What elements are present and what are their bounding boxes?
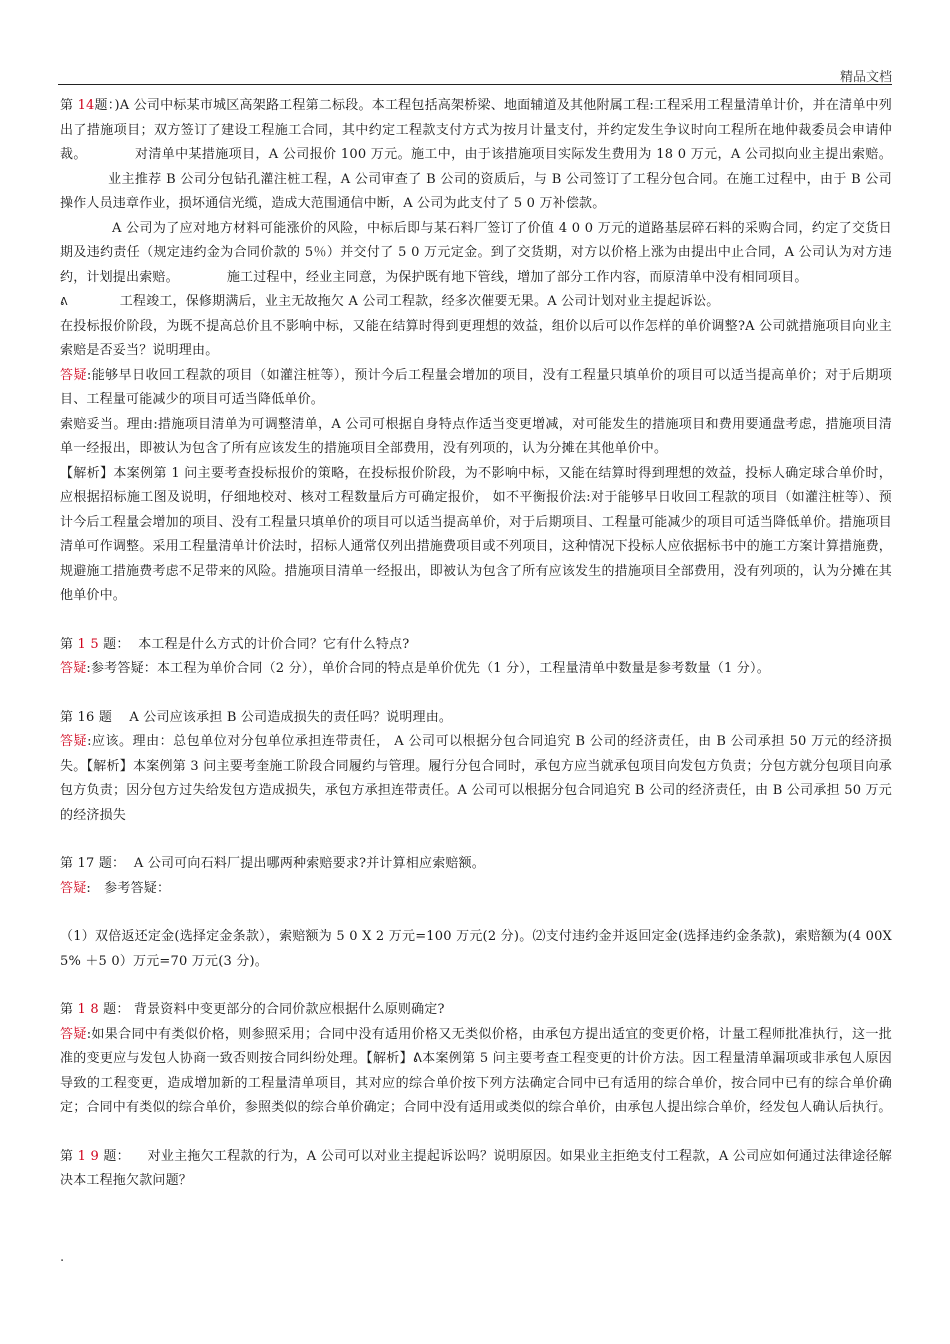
q14-background-2b: 施工过程中，经业主同意，为保护既有地下管线，增加了部分工作内容，而原清单中没有相同项目。 [226,269,808,285]
q16-question [60,706,892,731]
q18-question [60,998,892,1023]
q19-num-suffix: 题： [99,1148,130,1164]
document-body [60,94,892,1194]
q18-num-prefix: 第 [60,1002,78,1017]
q17-answer-intro-text: : 参考答疑： [86,880,171,896]
q16-answer [60,730,892,828]
q16-answer-label: 答疑 [60,734,88,749]
q16-number: 16 [77,709,95,725]
q15-answer [60,657,892,682]
q19-number: 1 9 [77,1148,100,1164]
q17-num-suffix: 题： [94,856,126,871]
q15-number: 1 5 [77,636,99,652]
q14-background-3: 工程竣工，保修期满后，业主无故拖欠 A 公司工程款，经多次催要无果。A 公司计划对业主提起诉讼。 [119,294,720,309]
q14-paragraph-2 [60,217,892,291]
q14-answer-1 [60,364,892,413]
q16-num-prefix: 第 [60,709,78,725]
q14-background-2: A 公司为了应对地方材料可能涨价的风险，中标后即与某石料厂签订了价值 4 0 0 万元的道路基层碎石料的采购合同，约定了交货日期及违约责任（规定违约金为合同价款的 5％）并交付了 5 0 万元定金。到了交货期，对方以价格上涨为由提出中止合同，A 公司认为对方违约，计划提出索赔。 [60,220,892,285]
q18-answer [60,1023,892,1121]
q14-answer-2: 索赔妥当。理由:措施项目清单为可调整清单，A 公司可根据自身特点作适当变更增减，对可能发生的措施项目和费用要通盘考虑，措施项目清单一经报出，即被认为包含了所有应该发生的措施项目全部费用，没有列项的，认为分摊在其他单价中。 [60,416,892,456]
q15-question [60,633,892,658]
q14-paragraph-3 [60,290,892,315]
q14-mark-symbol: ᕕ [60,295,68,308]
q14-num-prefix: 第 [60,98,78,113]
q14-answer-label: 答疑 [60,367,87,383]
q17-num-prefix: 第 [60,856,78,871]
q14-number: 14 [77,98,95,113]
q17-answer-label: 答疑 [60,880,87,896]
q17-answer-intro [60,877,892,902]
q14-background-1c: 业主推荐 B 公司分包钻孔灌注桩工程，A 公司审查了 B 公司的资质后，与 B 公司签订了工程分包合同。在施工过程中，由于 B 公司操作人员违章作业，损坏通信光缆，造成大范围通信中断，A 公司为此支付了 5 0 万补偿款。 [60,171,892,211]
footer-mark: . [60,1250,65,1265]
q14-paragraph-1 [60,94,892,217]
q18-num-suffix: 题： [98,1002,130,1017]
q14-answer-1-text: :能够早日收回工程款的项目（如灌注桩等），预计今后工程量会增加的项目，没有工程量只填单价的项目可以适当提高单价；对于后期项目、工程量可能减少的项目可适当降低单价。 [60,367,892,407]
q18-answer-label: 答疑 [60,1026,87,1042]
q16-num-suffix: 题 [94,709,113,725]
q18-number: 1 8 [77,1002,99,1017]
q17-question [60,852,892,877]
header-label: 精品文档 [839,70,892,85]
q14-background-1b: 对清单中某措施项目，A 公司报价 100 万元。施工中，由于该措施项目实际发生费用为 18 0 万元，A 公司拟向业主提出索赔。 [134,147,892,162]
q17-answer: （1）双倍返还定金(选择定金条款），索赔额为 5 0 X 2 万元=100 万元(2 分)。⑵支付违约金并返回定金(选择违约金条款)，索赔额为(4 00X 5% ＋5 0）万元=70 万元(3 分)。 [60,929,892,969]
q16-answer-text: :应该。理由：总包单位对分包单位承担连带责任， A 公司可以根据分包合同追究 B 公司的经济责任，由 B 公司承担 50 万元的经济损失。【解析】本案例第 3 问主要考奎施工阶段合同履约与管理。履行分包合同时，承包方应当就承包项目向发包方负责；分包方就分包项目向承包方负责；因分包方过失给发包方造成损失，承包方承担连带责任。A 公司可以根据分包合同追究 B 公司的经济责任，由 B 公司承担 50 万元的经济损失 [60,734,892,823]
q14-background-1: )A 公司中标某市城区高架路工程第二标段。本工程包括高架桥梁、地面辅道及其他附属工程:工程采用工程量清单计价，并在清单中列出了措施项目；双方签订了建设工程施工合同，其中约定工程款支付方式为按月计量支付，并约定发生争议时向工程所在地仲裁委员会申请仲裁。 [60,98,892,162]
q15-question-text: 本工程是什么方式的计价合同？它有什么特点? [138,636,410,652]
q15-answer-text: :参考答疑：本工程为单价合同（2 分），单价合同的特点是单价优先（1 分），工程量清单中数量是参考数量（1 分）。 [86,661,770,676]
q15-answer-label: 答疑 [60,661,87,676]
q16-question-text: A 公司应该承担 B 公司造成损失的责任吗？说明理由。 [129,709,453,725]
q15-num-suffix: 题： [98,636,130,652]
header-rule [58,84,892,85]
q19-question [60,1145,892,1194]
q19-num-prefix: 第 [60,1148,78,1164]
q14-question: 在投标报价阶段，为既不提高总价且不影响中标，又能在结算时得到更理想的效益，组价以后可以作怎样的单价调整?A 公司就措施项目向业主索赔是否妥当？说明理由。 [60,318,892,358]
q17-number: 17 [77,856,95,871]
q18-answer-text: :如果合同中有类似价格，则参照采用；合同中没有适用价格又无类似价格，由承包方提出适宜的变更价格，计量工程师批准执行，这一批准的变更应与发包人协商一致否则按合同纠纷处理。【解析】ᕕ本案例第 5 问主要考查工程变更的计价方法。因工程量清单漏项或非承包人原因导致的工程变更，造成增加新的工程量清单项目，其对应的综合单价按下列方法确定合同中已有适用的综合单价，按合同中已有的综合单价确定；合同中有类似的综合单价，参照类似的综合单价确定；合同中没有适用或类似的综合单价，由承包人提出综合单价，经发包人确认后执行。 [60,1026,892,1115]
q17-question-text: A 公司可向石料厂提出哪两种索赔要求?并计算相应索赔额。 [133,856,485,871]
q14-num-suffix: 题： [94,98,115,113]
q18-question-text: 背景资料中变更部分的合同价款应根据什么原则确定? [133,1002,445,1017]
q14-analysis: 【解析】本案例第 1 问主要考查投标报价的策略，在投标报价阶段，为不影响中标，又能在结算时得到理想的效益，投标人确定球合单价时，应根据招标施工图及说明，仔细地校对、核对工程数量后方可确定报价， 如不平衡报价法:对于能够早日收回工程款的项目（如灌注桩等）、预计今后工程量会增加的项目、没有工程量只填单价的项目可以适当提高单价，对于后期项目、工程量可能减少的项目可适当降低单价。措施项目清单可作调整。采用工程量清单计价法时，招标人通常仅列出措施费项目或不列项目，这种情况下投标人应依据标书中的施工方案计算措施费，规避施工措施费考虑不足带来的风险。措施项目清单一经报出，即被认为包含了所有应该发生的措施项目全部费用，没有列项的，认为分摊在其他单价中。 [60,465,892,603]
q19-question-text: 对业主拖欠工程款的行为，A 公司可以对业主提起诉讼吗？说明原因。如果业主拒绝支付工程款，A 公司应如何通过法律途径解决本工程拖欠款问题？ [60,1148,892,1188]
q15-num-prefix: 第 [60,636,78,652]
